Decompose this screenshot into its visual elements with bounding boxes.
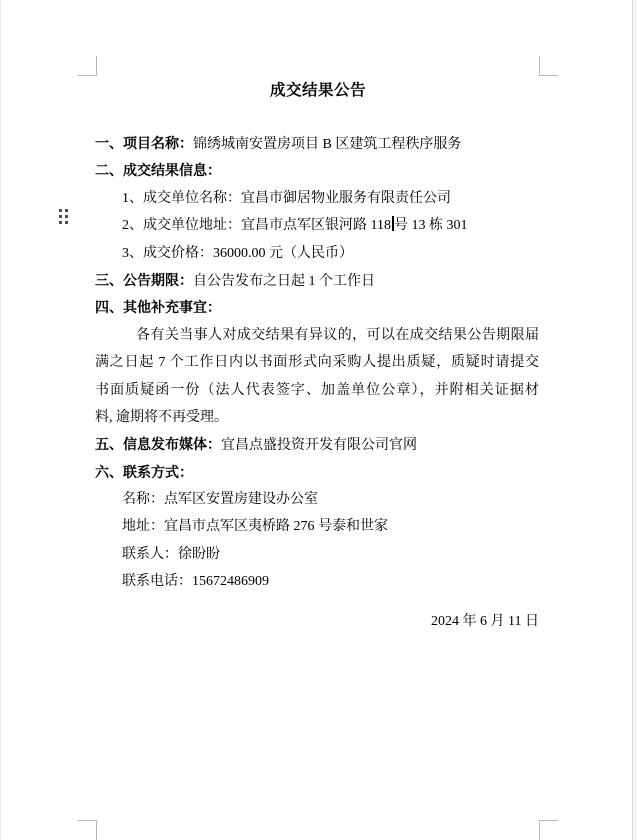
line-text: 满之日起 7 个工作日内以书面形式向采购人提出质疑，质疑时请提交 — [95, 355, 539, 371]
line-contact-name[interactable] — [95, 486, 539, 513]
line-text: 名称：点军区安置房建设办公室 — [122, 492, 318, 508]
line-text: 2、成交单位地址：宜昌市点军区银河路 118 — [122, 218, 391, 234]
line-text: 锦绣城南安置房项目 B 区建筑工程秩序服务 — [193, 137, 462, 152]
line-result-info-heading[interactable] — [95, 157, 539, 184]
document-title[interactable]: 成交结果公告 — [269, 82, 366, 99]
line-contact-heading[interactable] — [95, 459, 539, 486]
line-date[interactable] — [95, 608, 539, 635]
margin-mark-top-left — [78, 56, 97, 76]
line-price[interactable] — [95, 240, 539, 267]
margin-mark-bottom-right — [539, 820, 558, 840]
document-body — [95, 130, 539, 635]
line-text: 联系电话：15672486909 — [122, 574, 269, 590]
line-text: 号 13 栋 301 — [393, 218, 468, 234]
line-paragraph-3[interactable] — [95, 377, 539, 404]
line-text: 料, 逾期将不再受理。 — [95, 409, 228, 425]
paragraph-drag-handle-icon[interactable] — [59, 209, 68, 224]
line-text: 宜昌点盛投资开发有限公司官网 — [221, 438, 417, 454]
line-announcement-period[interactable] — [95, 267, 539, 294]
line-paragraph-2[interactable] — [95, 349, 539, 376]
margin-mark-top-right — [539, 56, 558, 76]
line-contact-person[interactable] — [95, 541, 539, 568]
page-left-edge — [0, 0, 1, 840]
line-text: 3、成交价格：36000.00 元（人民币） — [122, 245, 353, 261]
line-text: 1、成交单位名称：宜昌市御居物业服务有限责任公司 — [122, 190, 451, 206]
line-heading-label: 五、信息发布媒体： — [95, 436, 221, 453]
line-heading-label: 三、公告期限： — [95, 271, 193, 288]
date-text: 2024 年 6 月 11 日 — [431, 613, 539, 629]
line-paragraph-4[interactable] — [95, 404, 539, 431]
line-heading-label: 一、项目名称： — [95, 135, 193, 151]
line-heading-label: 四、其他补充事宜： — [95, 299, 221, 316]
window-background-strip — [633, 0, 637, 840]
line-text: 自公告发布之日起 1 个工作日 — [193, 273, 375, 289]
margin-mark-bottom-left — [78, 820, 97, 840]
line-heading-label: 六、联系方式： — [95, 463, 193, 480]
line-text: 书面质疑函一份（法人代表签字、加盖单位公章），并附相关证据材 — [95, 382, 539, 398]
line-text: 地址：宜昌市点军区夷桥路 276 号泰和世家 — [122, 519, 388, 535]
line-contact-address[interactable] — [95, 513, 539, 540]
line-publish-media[interactable] — [95, 431, 539, 458]
line-heading-label: 二、成交结果信息： — [95, 162, 221, 179]
line-project-name[interactable] — [95, 130, 539, 157]
line-text: 联系人：徐盼盼 — [122, 546, 220, 562]
line-winner-name[interactable] — [95, 185, 539, 212]
line-text: 各有关当事人对成交结果有异议的，可以在成交结果公告期限届 — [136, 327, 539, 343]
line-contact-phone[interactable] — [95, 568, 539, 595]
line-winner-address[interactable] — [95, 212, 539, 239]
line-other-matters-heading[interactable] — [95, 294, 539, 321]
line-paragraph-1[interactable] — [95, 322, 539, 349]
